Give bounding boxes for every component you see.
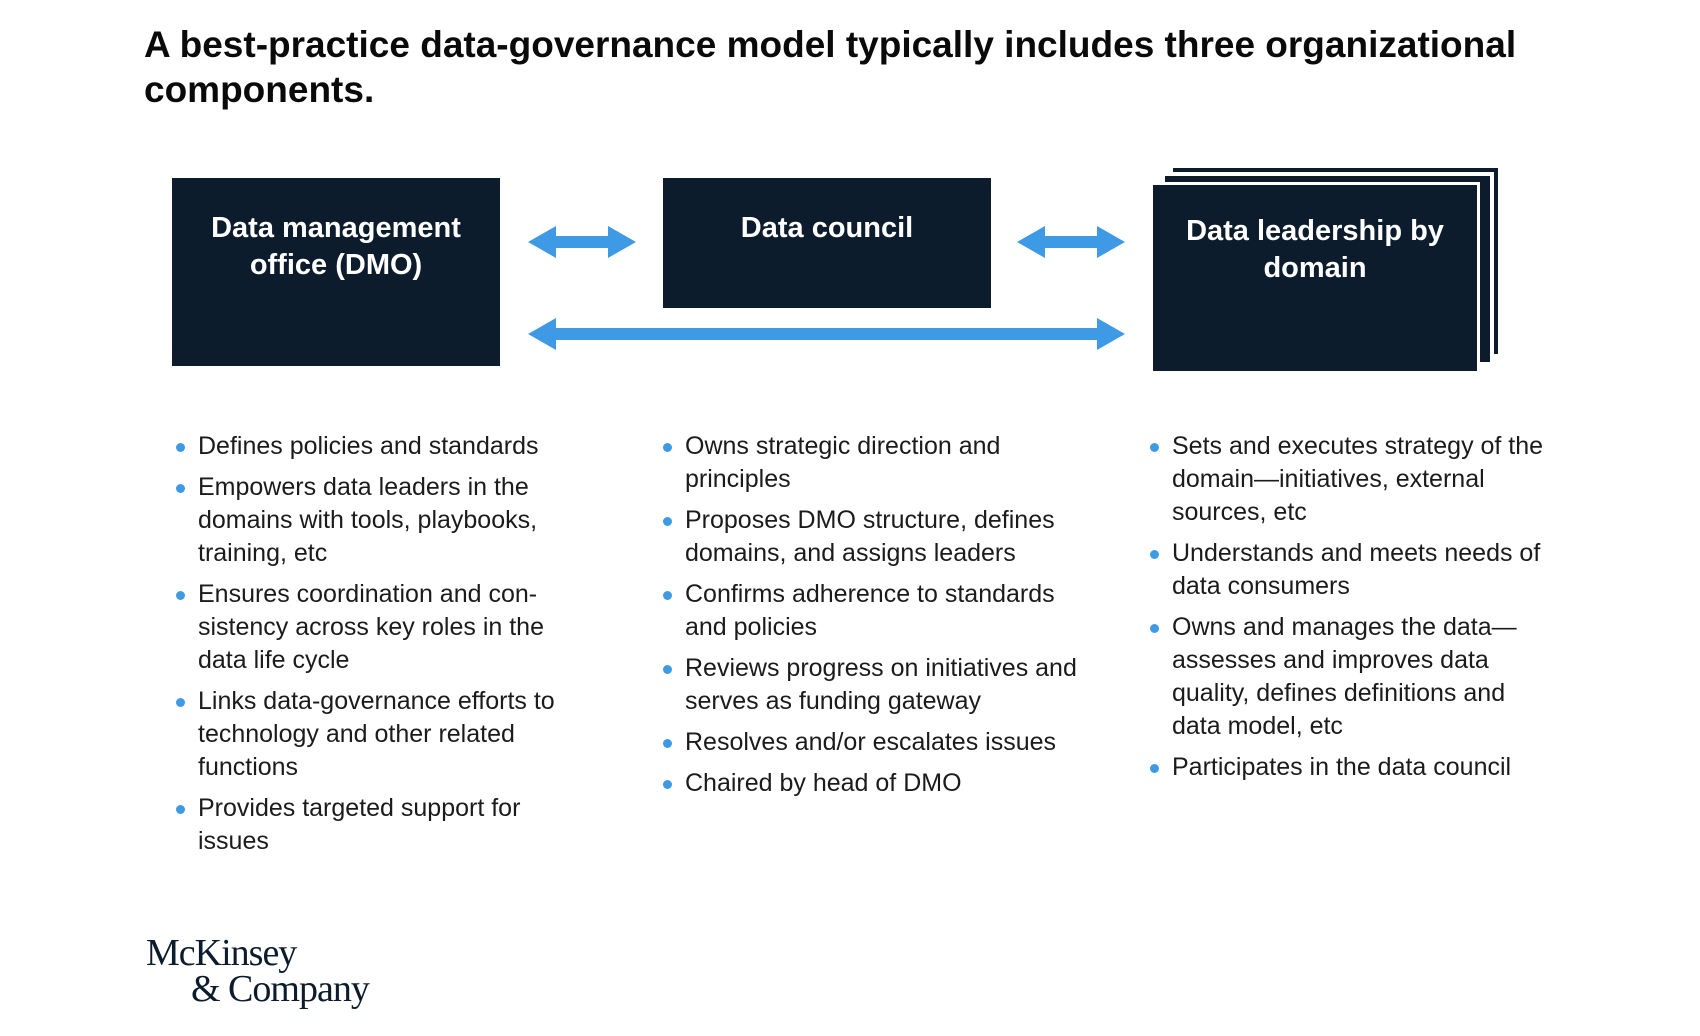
list-item: Sets and executes strategy of the domain—initiatives, external sources, etc (1150, 430, 1550, 529)
council-box-label: Data council (740, 211, 914, 244)
page-title: A best-practice data-governance model typically includes three organizational components. (144, 24, 1517, 110)
bullet-icon (663, 739, 672, 748)
list-item: Defines policies and standards (176, 430, 576, 463)
dmo-box-label: Data management office (DMO) (211, 212, 461, 281)
list-item: Participates in the data council (1150, 751, 1550, 784)
bullet-icon (663, 665, 672, 674)
bullet-icon (663, 517, 672, 526)
mckinsey-logo (146, 932, 369, 1010)
council-responsibilities (663, 430, 1083, 808)
bullet-icon (176, 805, 185, 814)
bullet-icon (1150, 443, 1159, 452)
council-box (663, 178, 991, 308)
list-item: Empowers data leaders in the domains with tools, playbooks, training, etc (176, 471, 576, 570)
list-item: Confirms adherence to standards and policies (663, 578, 1083, 644)
bullet-icon (176, 443, 185, 452)
bullet-icon (663, 780, 672, 789)
list-item: Owns and manages the data—assesses and improves data quality, defines definitions and data model, etc (1150, 611, 1550, 743)
bullet-icon (176, 591, 185, 600)
list-item: Chaired by head of DMO (663, 767, 1083, 800)
logo-line1: McKinsey (146, 932, 297, 974)
list-item: Proposes DMO structure, defines domains, and assigns leaders (663, 504, 1083, 570)
arrow-council-leadership (1017, 226, 1125, 258)
bullet-icon (1150, 550, 1159, 559)
list-item: Ensures coordination and con-sistency across key roles in the data life cycle (176, 578, 576, 677)
leadership-box-label: Data leadership by domain (1186, 215, 1444, 284)
list-item: Owns strategic direction and principles (663, 430, 1083, 496)
bullet-icon (176, 698, 185, 707)
bullet-icon (1150, 764, 1159, 773)
list-item: Links data-governance efforts to technology and other related functions (176, 685, 576, 784)
dmo-box (172, 178, 500, 366)
list-item: Resolves and/or escalates issues (663, 726, 1083, 759)
logo-line2: & Company (191, 968, 369, 1010)
leadership-box (1150, 182, 1480, 374)
list-item: Provides targeted support for issues (176, 792, 576, 858)
leadership-responsibilities (1150, 430, 1550, 792)
bullet-icon (176, 484, 185, 493)
arrow-dmo-leadership (528, 318, 1125, 350)
list-item: Understands and meets needs of data consumers (1150, 537, 1550, 603)
dmo-responsibilities (176, 430, 576, 866)
bullet-icon (663, 443, 672, 452)
list-item: Reviews progress on initiatives and serves as funding gateway (663, 652, 1083, 718)
arrow-dmo-council (528, 226, 636, 258)
bullet-icon (663, 591, 672, 600)
bullet-icon (1150, 624, 1159, 633)
